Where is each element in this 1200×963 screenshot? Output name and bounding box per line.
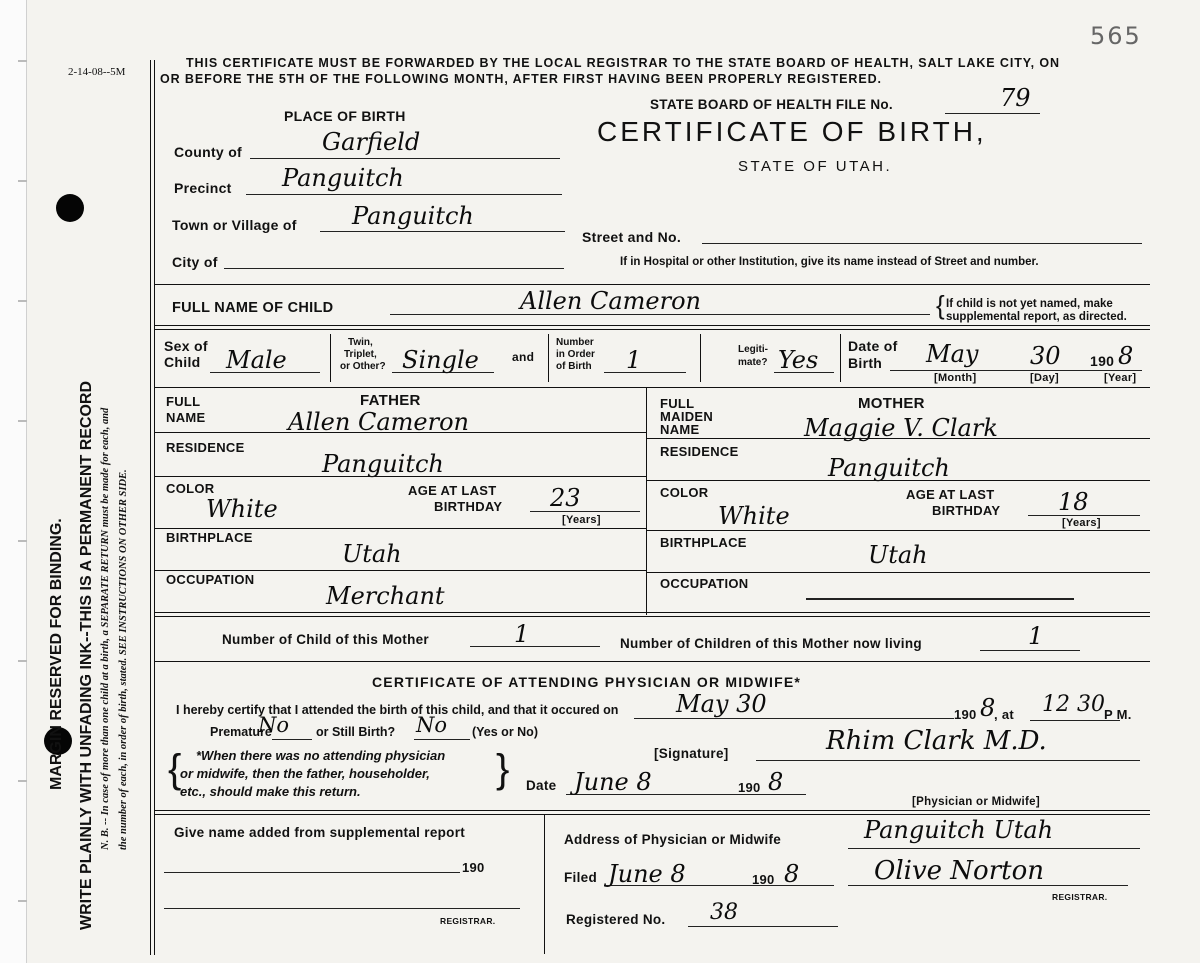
- father-residence-label: RESIDENCE: [166, 440, 245, 455]
- order-label-2: in Order: [556, 349, 595, 360]
- edge-mark: [18, 420, 27, 422]
- cell-divider: [330, 334, 331, 382]
- father-heading: FATHER: [360, 392, 421, 409]
- county-label: County of: [174, 144, 243, 160]
- parent-divider: [646, 387, 647, 615]
- row-rule: [646, 572, 1150, 573]
- birth-year-print: 190: [954, 707, 977, 722]
- name-note-2: supplemental report, as directed.: [946, 311, 1127, 323]
- mother-full-label: FULL: [660, 396, 695, 411]
- father-age-value: 23: [550, 484, 581, 512]
- twin-label-2: Triplet,: [344, 349, 377, 360]
- father-color-value: White: [206, 495, 278, 523]
- row-rule: [646, 438, 1150, 439]
- city-label: City of: [172, 254, 218, 270]
- town-value: Panguitch: [352, 202, 474, 230]
- order-label-1: Number: [556, 337, 594, 348]
- margin-instruction-ink: WRITE PLAINLY WITH UNFADING INK--THIS IS A PERMANENT RECORD: [78, 380, 95, 930]
- edge-mark: [18, 180, 27, 182]
- edge-mark: [18, 780, 27, 782]
- town-label: Town or Village of: [172, 217, 297, 233]
- twin-value: Single: [402, 346, 479, 374]
- twin-label-3: or Other?: [340, 361, 386, 372]
- state-subtitle: STATE OF UTAH.: [738, 158, 893, 175]
- filed-year-print: 190: [752, 872, 775, 887]
- at-label: , at: [994, 707, 1014, 722]
- frame-left-rule: [150, 60, 151, 955]
- child-number-label: Number of Child of this Mother: [222, 632, 429, 647]
- paper-edge: [0, 0, 27, 963]
- mother-age-line: [1028, 515, 1140, 516]
- twin-label-1: Twin,: [348, 337, 373, 348]
- order-line: [604, 372, 686, 373]
- filed-by-value: Olive Norton: [874, 856, 1044, 886]
- and-label: and: [512, 350, 535, 364]
- father-name-label: NAME: [166, 410, 206, 425]
- address-value: Panguitch Utah: [864, 816, 1054, 844]
- section-rule: [154, 661, 1150, 662]
- place-of-birth-heading: PLACE OF BIRTH: [284, 108, 406, 124]
- premature-line: [272, 739, 312, 740]
- bottom-divider: [544, 814, 545, 954]
- address-line: [848, 848, 1140, 849]
- filed-label: Filed: [564, 870, 598, 885]
- father-occupation-value: Merchant: [326, 582, 445, 610]
- birth-date-line: [634, 718, 954, 719]
- certificate-title: CERTIFICATE OF BIRTH,: [597, 116, 987, 147]
- county-line: [250, 158, 560, 159]
- precinct-label: Precinct: [174, 180, 232, 196]
- section-rule: [154, 814, 1150, 815]
- mother-occupation-dash: [806, 598, 1074, 600]
- mother-birthplace-label: BIRTHPLACE: [660, 535, 747, 550]
- filed-date-value: June 8: [608, 860, 686, 888]
- father-birthplace-value: Utah: [342, 540, 402, 568]
- section-rule: [154, 325, 1150, 326]
- cell-divider: [840, 334, 841, 382]
- note-brace-left: {: [168, 747, 182, 791]
- child-number-value: 1: [514, 620, 530, 648]
- birth-date-value: May 30: [676, 690, 767, 718]
- order-label-3: of Birth: [556, 361, 592, 372]
- registered-number-line: [688, 926, 838, 927]
- note-brace-right: }: [496, 747, 510, 791]
- mother-age-label-2: BIRTHDAY: [932, 503, 1001, 518]
- time-value: 12 30: [1042, 692, 1105, 717]
- mother-residence-label: RESIDENCE: [660, 444, 739, 459]
- row-rule: [646, 480, 1150, 481]
- mother-color-value: White: [718, 502, 790, 530]
- premature-value: No: [258, 713, 290, 737]
- father-age-label-1: AGE AT LAST: [408, 483, 497, 498]
- sex-label-1: Sex of: [164, 338, 208, 354]
- address-label: Address of Physician or Midwife: [564, 832, 782, 847]
- sign-year-print: 190: [738, 780, 761, 795]
- signature-value: Rhim Clark M.D.: [826, 726, 1047, 756]
- father-occupation-label: OCCUPATION: [166, 572, 255, 587]
- still-birth-value: No: [416, 713, 448, 737]
- still-birth-label: or Still Birth?: [316, 725, 396, 739]
- dob-year-print: 190: [1090, 353, 1115, 369]
- row-rule: [154, 528, 646, 529]
- registered-number-label: Registered No.: [566, 912, 666, 927]
- child-name-value: Allen Cameron: [520, 287, 701, 315]
- frame-left-rule-inner: [154, 60, 155, 955]
- still-birth-line: [414, 739, 470, 740]
- edge-mark: [18, 900, 27, 902]
- father-color-label: COLOR: [166, 481, 215, 496]
- child-number-line: [470, 646, 600, 647]
- row-rule: [154, 570, 646, 571]
- town-line: [320, 231, 565, 232]
- supplemental-label: Give name added from supplemental report: [174, 825, 466, 840]
- father-age-label-2: BIRTHDAY: [434, 499, 503, 514]
- edge-mark: [18, 540, 27, 542]
- note-line-1: *When there was no attending physician: [196, 748, 446, 763]
- header-line-1: THIS CERTIFICATE MUST BE FORWARDED BY THE LOCAL REGISTRAR TO THE STATE BOARD OF HEALTH, SALT LAKE CITY, ON: [186, 56, 1060, 70]
- page-number: 565: [1090, 22, 1142, 50]
- street-line: [702, 243, 1142, 244]
- legit-value: Yes: [778, 346, 819, 374]
- dob-year-value: 8: [1118, 342, 1134, 370]
- premature-label: Premature: [210, 725, 272, 739]
- sign-date-label: Date: [526, 778, 557, 793]
- precinct-value: Panguitch: [282, 164, 404, 192]
- street-label: Street and No.: [582, 229, 682, 245]
- section-rule: [154, 329, 1150, 330]
- supplemental-year: 190: [462, 860, 485, 875]
- legit-label-1: Legiti-: [738, 344, 768, 355]
- sign-year-value: 8: [768, 768, 784, 796]
- dob-line: [890, 370, 1142, 371]
- mother-birthplace-value: Utah: [868, 541, 928, 569]
- name-note-1: If child is not yet named, make: [946, 298, 1113, 310]
- registered-number-value: 38: [710, 900, 738, 925]
- edge-mark: [18, 660, 27, 662]
- row-rule: [154, 476, 646, 477]
- file-number-line: [945, 113, 1040, 114]
- dob-month-value: May: [926, 340, 979, 368]
- year-caption: [Year]: [1104, 372, 1137, 384]
- birth-year-value: 8: [980, 694, 996, 722]
- father-full-label: FULL: [166, 394, 201, 409]
- father-birthplace-label: BIRTHPLACE: [166, 530, 253, 545]
- mother-name-label: NAME: [660, 422, 700, 437]
- edge-mark: [18, 60, 27, 62]
- dob-label-1: Date of: [848, 338, 898, 354]
- supplemental-line: [164, 872, 460, 873]
- margin-note-1: N. B. -- In case of more than one child at a birth, a SEPARATE RETURN must be made for each, and: [100, 407, 111, 850]
- father-age-line: [530, 511, 640, 512]
- sign-date-value: June 8: [574, 768, 652, 796]
- row-rule: [646, 530, 1150, 531]
- month-caption: [Month]: [934, 372, 977, 384]
- filed-year-value: 8: [784, 860, 800, 888]
- mother-years-caption: [Years]: [1062, 517, 1101, 529]
- supplemental-registrar-line: [164, 908, 520, 909]
- city-line: [224, 268, 564, 269]
- margin-note-2: the number of each, in order of birth, stated. SEE INSTRUCTIONS ON OTHER SIDE.: [118, 469, 129, 850]
- physician-role-caption: [Physician or Midwife]: [912, 796, 1041, 808]
- file-number-value: 79: [1000, 84, 1031, 112]
- edge-mark: [18, 300, 27, 302]
- signature-line: [756, 760, 1140, 761]
- brace-symbol: {: [936, 290, 945, 320]
- header-line-2: OR BEFORE THE 5TH OF THE FOLLOWING MONTH, AFTER FIRST HAVING BEEN PROPERLY REGISTERED.: [160, 72, 882, 86]
- section-rule: [154, 810, 1150, 811]
- binding-hole-top: [56, 194, 84, 222]
- certify-text: I hereby certify that I attended the birth of this child, and that it occured on: [176, 703, 619, 717]
- dob-day-value: 30: [1030, 342, 1061, 370]
- mother-occupation-label: OCCUPATION: [660, 576, 749, 591]
- section-rule: [154, 612, 1150, 613]
- children-living-value: 1: [1028, 622, 1044, 650]
- father-name-value: Allen Cameron: [288, 408, 469, 436]
- section-rule: [154, 284, 1150, 285]
- supplemental-registrar-label: REGISTRAR.: [440, 916, 496, 926]
- mother-name-value: Maggie V. Clark: [804, 414, 998, 442]
- mother-age-value: 18: [1058, 488, 1089, 516]
- county-value: Garfield: [322, 128, 421, 156]
- sex-label-2: Child: [164, 354, 201, 370]
- father-residence-value: Panguitch: [322, 450, 444, 478]
- section-rule: [154, 387, 1150, 388]
- margin-reserved-label: MARGIN RESERVED FOR BINDING.: [48, 518, 65, 790]
- hospital-note: If in Hospital or other Institution, give its name instead of Street and number.: [620, 256, 1039, 268]
- mother-maiden-label: MAIDEN: [660, 409, 714, 424]
- precinct-line: [246, 194, 562, 195]
- section-rule: [154, 616, 1150, 617]
- note-line-3: etc., should make this return.: [180, 784, 361, 799]
- dob-label-2: Birth: [848, 355, 883, 371]
- filed-registrar-label: REGISTRAR.: [1052, 892, 1108, 902]
- file-number-label: STATE BOARD OF HEALTH FILE No.: [650, 97, 893, 112]
- cell-divider: [700, 334, 701, 382]
- mother-age-label-1: AGE AT LAST: [906, 487, 995, 502]
- pm-label: P M.: [1104, 707, 1132, 722]
- mother-heading: MOTHER: [858, 395, 925, 412]
- row-rule: [154, 432, 646, 433]
- legit-label-2: mate?: [738, 357, 768, 368]
- cell-divider: [548, 334, 549, 382]
- mother-color-label: COLOR: [660, 485, 709, 500]
- father-years-caption: [Years]: [562, 514, 601, 526]
- mother-residence-value: Panguitch: [828, 454, 950, 482]
- sex-value: Male: [226, 346, 287, 374]
- children-living-line: [980, 650, 1080, 651]
- form-number: 2-14-08--5M: [68, 66, 126, 78]
- yes-no-caption: (Yes or No): [472, 725, 538, 739]
- order-value: 1: [626, 346, 642, 374]
- physician-heading: CERTIFICATE OF ATTENDING PHYSICIAN OR MIDWIFE*: [372, 674, 802, 690]
- children-living-label: Number of Children of this Mother now living: [620, 636, 922, 651]
- note-line-2: or midwife, then the father, householder,: [180, 766, 430, 781]
- signature-label: [Signature]: [654, 746, 729, 761]
- child-name-label: FULL NAME OF CHILD: [172, 300, 334, 316]
- day-caption: [Day]: [1030, 372, 1060, 384]
